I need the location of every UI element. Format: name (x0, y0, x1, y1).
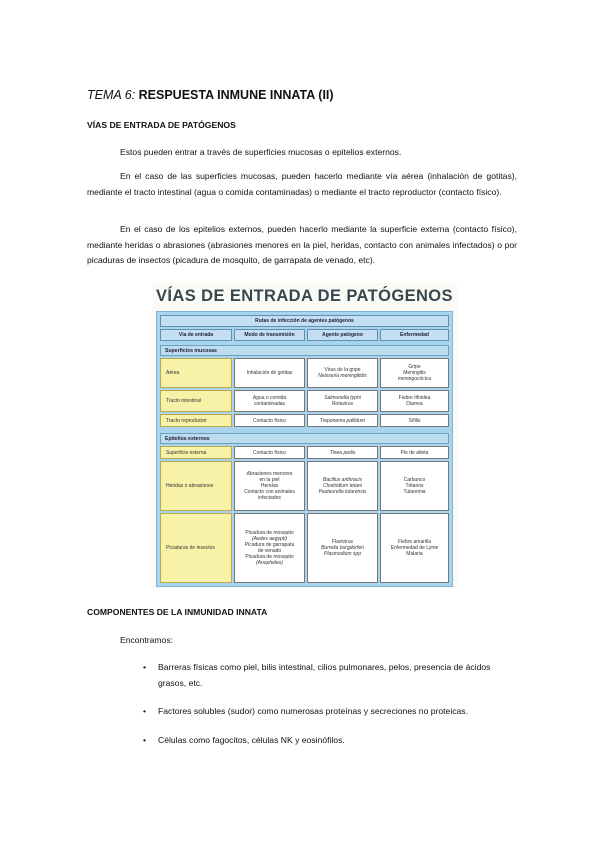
row-agente (307, 414, 378, 427)
row-enfermedad (380, 390, 449, 412)
figure-title: VÍAS DE ENTRADA DE PATÓGENOS (156, 287, 453, 305)
agente-line: Plasmodium spp (324, 551, 361, 557)
group-epitelios: Epitelios externos (160, 433, 449, 444)
row-enfermedad (380, 446, 449, 459)
enf-line: Fiebre amarilla (397, 539, 432, 545)
components-list (143, 660, 518, 691)
enf-line: Malaria (406, 551, 423, 557)
list-item (143, 660, 518, 691)
components-list (143, 733, 518, 749)
title-topic: TEMA 6: (87, 88, 136, 102)
row-agente (307, 461, 378, 511)
list-item-text: Factores solubles (sudor) como numerosas proteínas y secreciones no proteicas. (158, 706, 468, 716)
agente-line: Rotavirus (331, 401, 354, 407)
agente-line: Neisseria meningitidis (318, 373, 367, 379)
row-via: Aérea (160, 358, 232, 388)
title-text: RESPUESTA INMUNE INNATA (II) (135, 88, 334, 102)
enf-line: Gripe (408, 364, 421, 370)
agente-line: Treponema pallidum (319, 417, 366, 424)
modo-line: contaminadas (253, 401, 286, 407)
header-enfermedad: Enfermedad (380, 329, 449, 341)
enf-line: Tétanos (405, 483, 424, 489)
section-heading-vias: VÍAS DE ENTRADA DE PATÓGENOS (87, 120, 236, 130)
modo-line: Picadura de garrapata (244, 542, 295, 548)
row-enfermedad (380, 358, 449, 388)
row-agente (307, 358, 378, 388)
agente-line: Tinea pedis (329, 449, 356, 456)
row-agente (307, 390, 378, 412)
modo-line: Contacto físico (252, 449, 287, 456)
enf-line: Sífilis (408, 417, 421, 424)
row-via: Heridas o abrasiones (160, 461, 232, 511)
row-agente (307, 513, 378, 583)
enf-line: Carbunco (403, 477, 426, 483)
agente-line: Virus de la gripe (324, 367, 361, 373)
row-modo (234, 390, 305, 412)
intro-text: Encontramos: (120, 635, 174, 645)
paragraph-3: En el caso de los epitelios externos, pueden hacerlo mediante la superficie externa (contacto físico), mediante heridas o abrasiones (abrasiones menores en la piel, heridas, contacto con animales infectados) o por picaduras de insectos (picadura de mosquito, de garrapata de venado, etc). (87, 224, 517, 265)
enf-line: Diarrea (406, 401, 423, 407)
enf-line: meningocócica (397, 376, 432, 382)
modo-line: Abrasiones menores (246, 471, 293, 477)
agente-line: Bacillus anthracis (323, 477, 362, 483)
modo-line: Inhalación de gotitas (246, 370, 293, 376)
row-via: Superficie externa (160, 446, 232, 459)
agente-line: Clostridium tetani (323, 483, 362, 489)
row-enfermedad (380, 461, 449, 511)
enf-line: Enfermedad de Lyme (390, 545, 439, 551)
section-heading-componentes: COMPONENTES DE LA INMUNIDAD INNATA (87, 607, 268, 617)
row-enfermedad (380, 513, 449, 583)
row-modo (234, 461, 305, 511)
bullet-icon: • (143, 735, 147, 745)
list-item-text: Barreras físicas como piel, bilis intestinal, cilios pulmonares, pelos, presencia de ácidos grasos, etc. (158, 662, 491, 688)
components-list (143, 704, 518, 720)
routes-table (156, 311, 453, 587)
agente-line: Borrelia burgdorferi (321, 545, 364, 551)
bullet-icon: • (143, 706, 147, 716)
row-via: Picaduras de insectos (160, 513, 232, 583)
paragraph-2: En el caso de las superficies mucosas, pueden hacerlo mediante vía aérea (inhalación de gotitas), mediante el tracto intestinal (agua o comida contaminadas) o mediante el tracto reproductor (contacto físico). (87, 171, 517, 197)
row-enfermedad (380, 414, 449, 427)
modo-line: Picadura de mosquito (245, 554, 294, 560)
agente-line: Salmonella typhi (324, 395, 361, 401)
enf-line: Meningitis (403, 370, 426, 376)
table-title: Rutas de infección de agentes patógenos (160, 315, 449, 327)
modo-line: Contacto físico (252, 417, 287, 424)
header-via: Vía de entrada (160, 329, 232, 341)
modo-line: (Anopheles) (256, 560, 283, 566)
enf-line: Fiebre tifoidea (398, 395, 431, 401)
list-item (143, 733, 518, 749)
pathogen-routes-figure (152, 283, 457, 589)
list-item-text: Células como fagocitos, células NK y eosinófilos. (158, 735, 345, 745)
modo-line: Heridas (260, 483, 279, 489)
row-modo (234, 513, 305, 583)
paragraph-1: Estos pueden entrar a través de superficies mucosas o epitelios externos. (120, 147, 402, 157)
modo-line: infectados (258, 495, 281, 501)
modo-line: Agua o comida (252, 395, 287, 401)
group-mucosas: Superficies mucosas (160, 345, 449, 356)
row-agente (307, 446, 378, 459)
page-title (87, 88, 334, 102)
row-modo (234, 414, 305, 427)
agente-line: Flavivirus (331, 539, 354, 545)
list-item (143, 704, 518, 720)
enf-line: Pie de atleta (400, 449, 429, 456)
header-modo: Modo de transmisión (234, 329, 305, 341)
modo-line: (Aedes aegypti) (251, 536, 288, 542)
agente-line: Pasteurella tularensis (318, 489, 367, 495)
modo-line: Contacto con animales (244, 489, 295, 495)
modo-line: Picadura de mosquito (245, 530, 294, 536)
row-modo (234, 446, 305, 459)
bullet-icon: • (143, 662, 147, 672)
modo-line: de venado (257, 548, 282, 554)
row-via: Tracto intestinal (160, 390, 232, 412)
header-agente: Agente patógeno (307, 329, 378, 341)
row-modo (234, 358, 305, 388)
enf-line: Tularemia (403, 489, 426, 495)
modo-line: en la piel (259, 477, 280, 483)
row-via: Tracto reproductor (160, 414, 232, 427)
